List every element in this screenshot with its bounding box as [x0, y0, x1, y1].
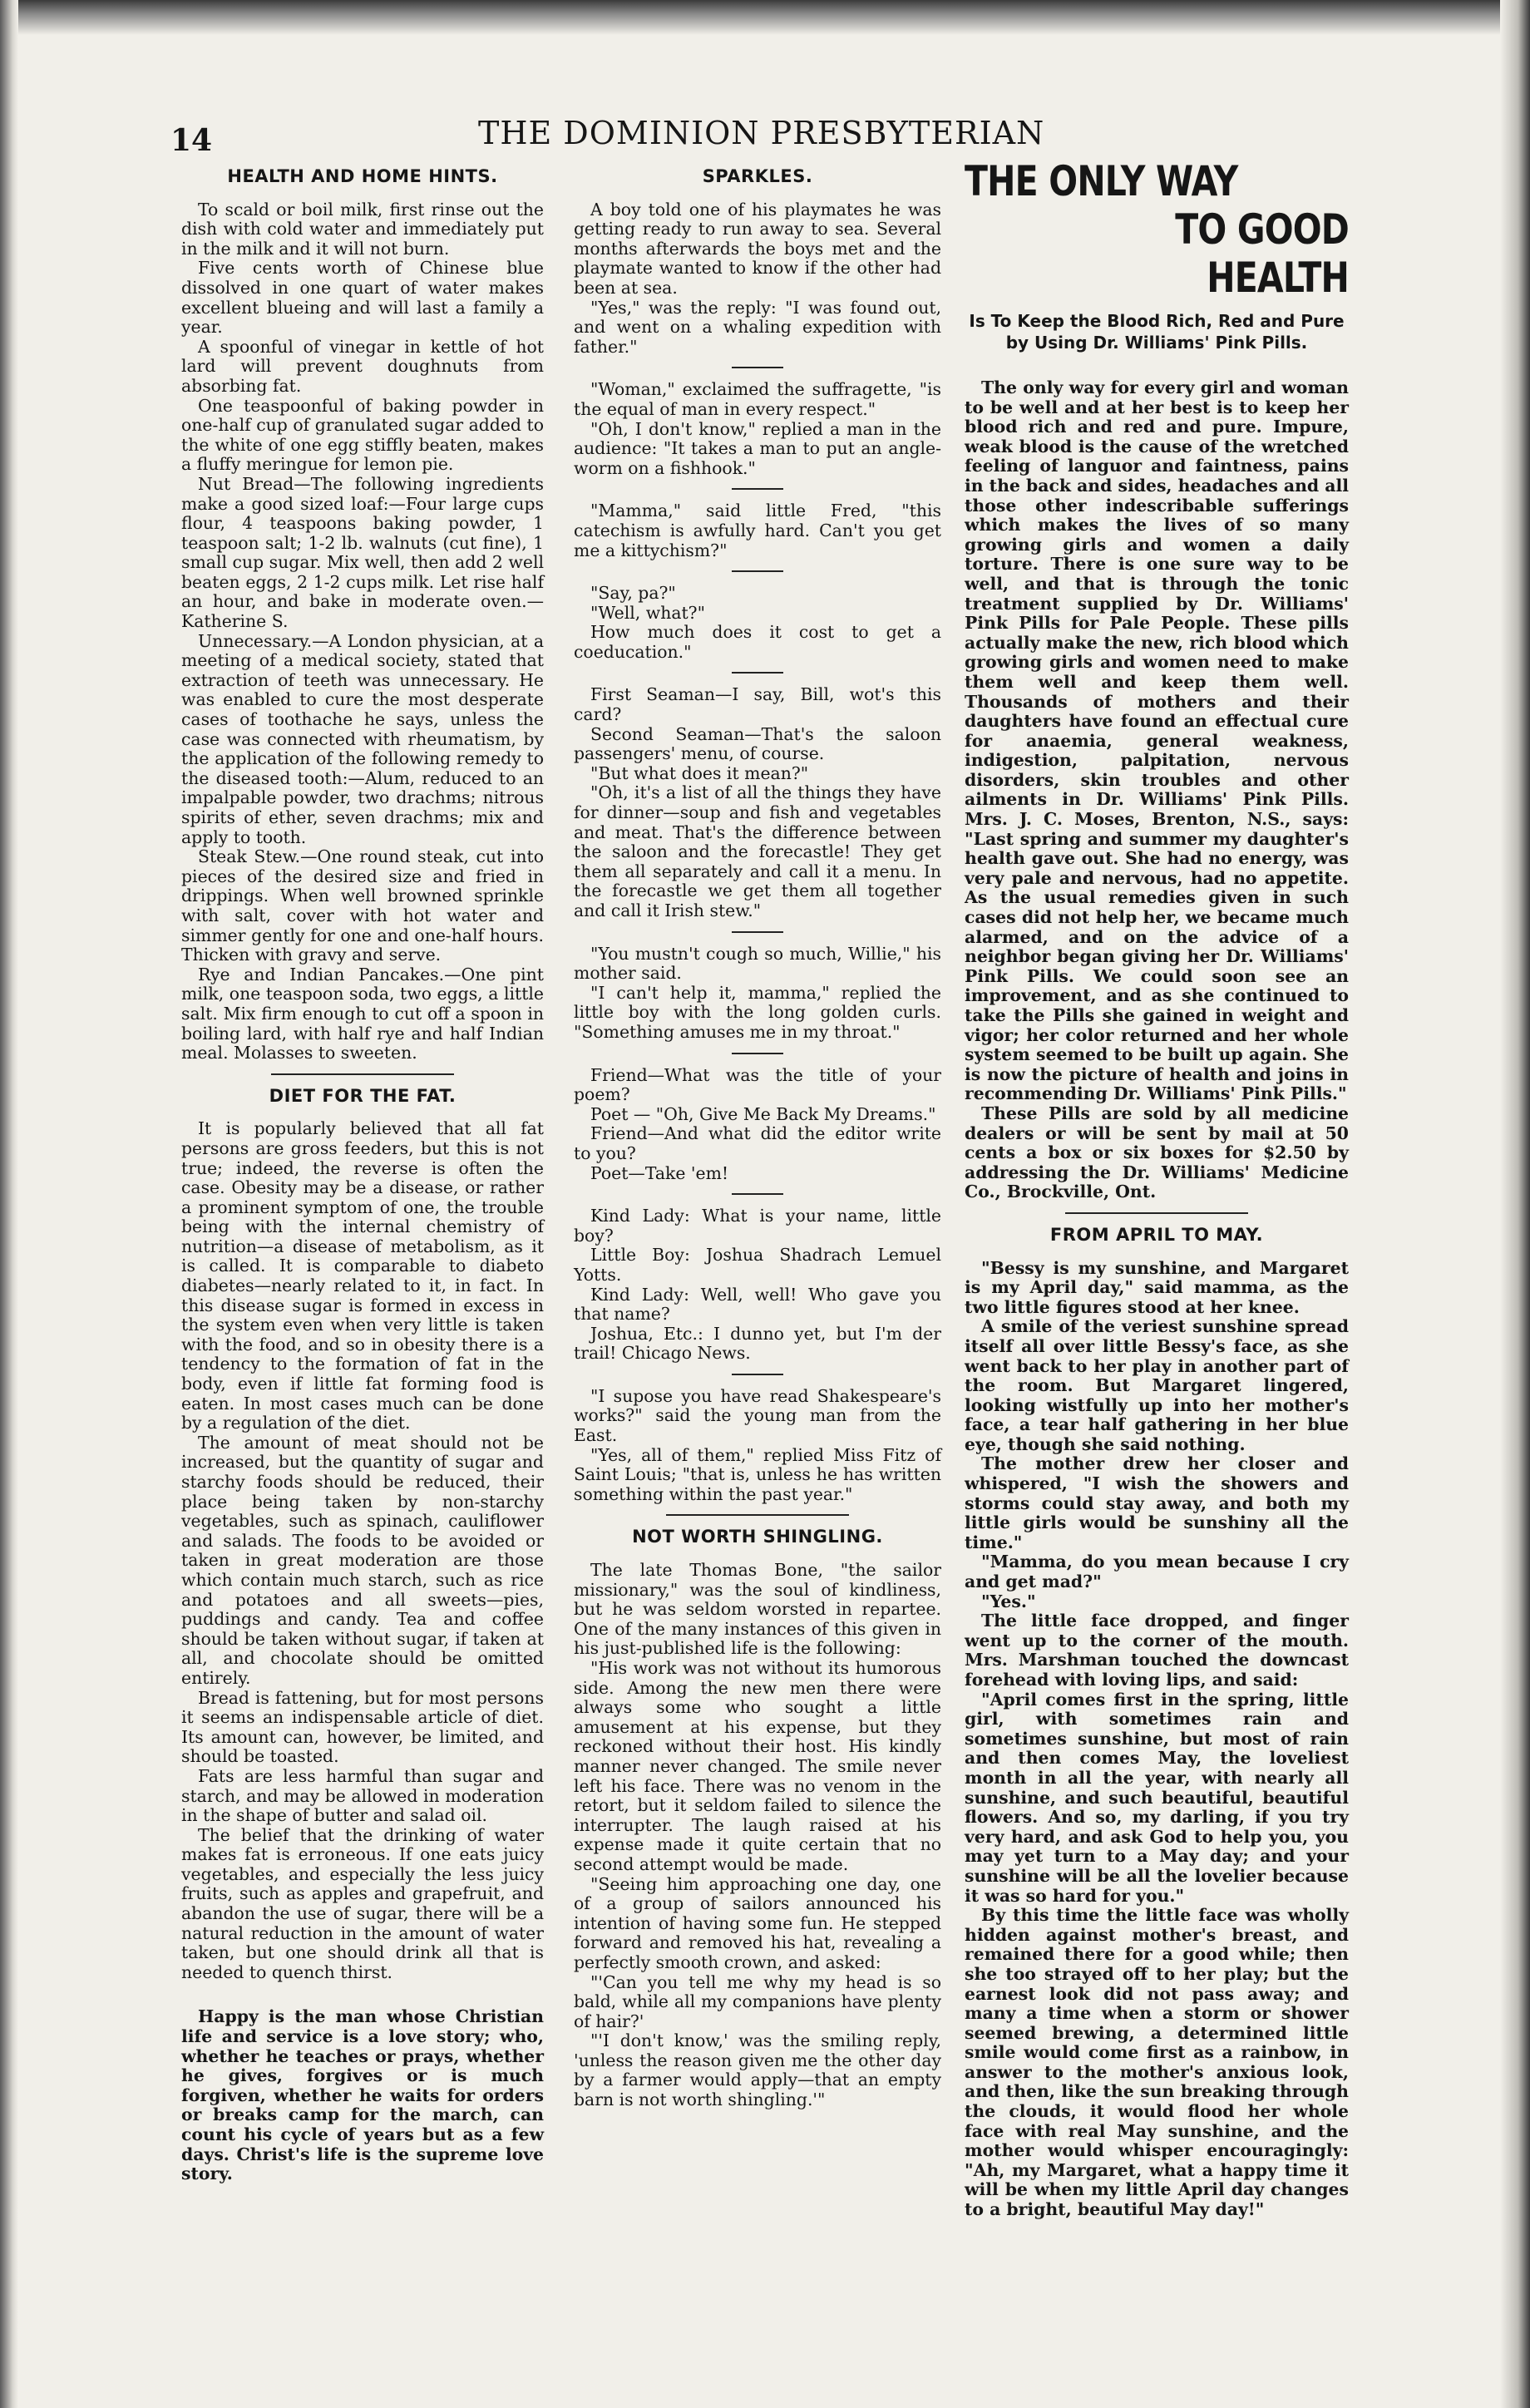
column-middle	[574, 162, 941, 2110]
joke-divider	[732, 672, 783, 674]
paragraph: Second Seaman—That's the saloon passengers' menu, of course.	[574, 723, 941, 764]
paragraph: "'Can you tell me why my head is so bald, while all my companions have plenty of hair?'	[574, 1971, 941, 2031]
joke-divider	[732, 367, 783, 368]
paragraph: A boy told one of his playmates he was getting ready to run away to sea. Several months afterwards the boys met and the playmate wanted to know if the other had been at sea.	[574, 199, 941, 298]
paragraph: A smile of the veriest sunshine spread itself all over little Bessy's face, as she went back to her play in another part of the room. But Margaret lingered, looking wistfully up into her mother's face, a tear half gathering in her blue eye, though she said nothing.	[965, 1316, 1349, 1454]
paragraph: Five cents worth of Chinese blue dissolved in one quart of water makes excellent blueing and will last a family a year.	[181, 258, 544, 338]
joke-divider	[732, 1374, 783, 1375]
spacer	[181, 1982, 544, 2007]
story-body	[965, 1259, 1349, 2220]
paragraph: Nut Bread—The following ingredients make a good sized loaf:—Four large cups flour, 4 teaspoons baking powder, 1 teaspoon salt; 1-2 lb. walnuts (cut fine), 1 small cup sugar. Mix well, then add 2 well beaten eggs, 2 1-2 cups milk. Let rise half an hour, and bake in moderate oven.—Katherine S.	[181, 473, 544, 632]
paragraph: The mother drew her closer and whispered, "I wish the showers and storms could stay away, and both my little girls would be sunshiny all the time."	[965, 1453, 1349, 1552]
paragraph: Kind Lady: What is your name, little boy?	[574, 1206, 941, 1246]
article-heading-april-may: FROM APRIL TO MAY.	[1049, 1224, 1264, 1245]
masthead: THE DOMINION PRESBYTERIAN	[478, 115, 1045, 151]
paragraph: Poet—Take 'em!	[590, 1162, 729, 1183]
paragraph: Steak Stew.—One round steak, cut into pieces of the desired size and fried in drippings. When well browned sprinkle with salt, cover with hot water and simmer gently for one and one-half hours. Thicken with gravy and serve.	[181, 846, 544, 965]
article-heading-sparkles: SPARKLES.	[702, 166, 813, 186]
paragraph: Little Boy: Joshua Shadrach Lemuel Yotts.	[574, 1245, 941, 1285]
paragraph: "Oh, it's a list of all the things they have for dinner—soup and fish and vegetables and meat. That's the difference between the saloon and the forecastle! They get them all separately and call it a menu. In the forecastle we get them all together and call it Irish stew."	[574, 782, 941, 920]
scan-border-top	[0, 0, 1530, 35]
paragraph: "Yes," was the reply: "I was found out, and went on a whaling expedition with father."	[574, 297, 941, 357]
paragraph: "Mamma," said little Fred, "this catechism is awfully hard. Can't you get me a kittychism?"	[574, 501, 941, 560]
scan-border-left	[0, 0, 18, 2408]
paragraph: "Well, what?"	[590, 602, 705, 623]
ad-headline-line2: TO GOOD HEALTH	[1175, 205, 1349, 302]
paragraph: "April comes first in the spring, little girl, with sometimes rain and sometimes sunshine, but most of rain and then comes May, the loveliest month in all the year, with nearly all sunshine, and such beautiful, beautiful flowers. And so, my darling, if you try very hard, and ask God to help you, you may yet turn to a May day; and your sunshine will be all the lovelier because it was so hard for you."	[965, 1689, 1349, 1906]
paragraph: To scald or boil milk, first rinse out the dish with cold water and immediately put in the milk and it will not burn.	[181, 199, 544, 259]
ad-subheadline: Is To Keep the Blood Rich, Red and Pure by Using Dr. Williams' Pink Pills.	[969, 311, 1345, 353]
closing-quote-block	[181, 2007, 544, 2183]
paragraph: Kind Lady: Well, well! Who gave you that name?	[574, 1284, 941, 1325]
section-divider	[666, 1514, 849, 1516]
paragraph: Bread is fattening, but for most persons it seems an indispensable article of diet. Its amount can, however, be limited, and should be toasted.	[181, 1687, 544, 1767]
paragraph: It is popularly believed that all fat persons are gross feeders, but this is not true; indeed, the reverse is often the case. Obesity may be a disease, or rather a prominent symptom of one, the trouble being with the internal chemistry of nutrition—a disease of metabolism, as it is called. It is comparable to diabeto diabetes—nearly related to it, in fact. In this disease sugar is formed in excess in the system even when very little is taken with the food, and so in obesity there is a tendency to the formation of fat in the body, even if little fat forming food is eaten. In most cases much can be done by a regulation of the diet.	[181, 1118, 544, 1433]
paragraph: "Oh, I don't know," replied a man in the audience: "It takes a man to put an angle-worm on a fishhook."	[574, 418, 941, 478]
paragraph: The late Thomas Bone, "the sailor missionary," was the soul of kindliness, but he was seldom worsted in repartee. One of the many instances of this given in his just-published life is the following:	[574, 1560, 941, 1659]
column-left	[181, 162, 544, 2184]
page-number: 14	[170, 123, 213, 158]
scan-border-right	[1500, 0, 1530, 2408]
paragraph: By this time the little face was wholly hidden against mother's breast, and remained there for a good while; then she too strayed off to her play; but the earnest look did not pass away; and many a time when a storm or shower seemed brewing, a determined little smile would come first as a rainbow, in answer to the mother's anxious look, and then, like the sun breaking through the clouds, it would flood her whole face with real May sunshine, and the mother would whisper encouragingly: "Ah, my Margaret, what a happy time it will be when my little April day changes to a bright, beautiful May day!"	[965, 1905, 1349, 2220]
paragraph: "'I don't know,' was the smiling reply, 'unless the reason given me the other day by a farmer would apply—that an empty barn is not worth shingling.'"	[574, 2031, 941, 2110]
paragraph: "Yes."	[981, 1591, 1036, 1611]
paragraph: One teaspoonful of baking powder in one-half cup of granulated sugar added to the white of one egg stiffly beaten, makes a fluffy meringue for lemon pie.	[181, 395, 544, 475]
paragraph: "You mustn't cough so much, Willie," his mother said.	[574, 943, 941, 984]
joke-divider	[732, 931, 783, 933]
ad-headline-line1: THE ONLY WAY	[965, 157, 1238, 205]
article-heading-shingling: NOT WORTH SHINGLING.	[632, 1527, 883, 1547]
paragraph: The belief that the drinking of water makes fat is erroneous. If one eats juicy vegetables, and especially the less juicy fruits, such as apples and grapefruit, and abandon the use of sugar, there will be a natural reduction in the amount of water taken, but one should drink all that is needed to quench thirst.	[181, 1824, 544, 1982]
paragraph: The amount of meat should not be increased, but the quantity of sugar and starchy foods should be reduced, their place being taken by non-starchy vegetables, such as spinach, cauliflower and salads. The foods to be avoided or taken in great moderation are those which contain much starch, such as rice and potatoes and all sweets—pies, puddings and candy. Tea and coffee should be taken without sugar, if taken at all, and chocolate should be omitted entirely.	[181, 1432, 544, 1688]
paragraph: "Seeing him approaching one day, one of a group of sailors announced his intention of having some fun. He stepped forward and removed his hat, revealing a perfectly smooth crown, and asked:	[574, 1873, 941, 1972]
paragraph: "Woman," exclaimed the suffragette, "is the equal of man in every respect."	[574, 379, 941, 419]
paragraph: "I supose you have read Shakespeare's works?" said the young man from the East.	[574, 1385, 941, 1446]
joke-divider	[732, 570, 783, 572]
paragraph: Friend—What was the title of your poem?	[574, 1064, 941, 1105]
column-right	[965, 157, 1349, 2220]
paragraph: Poet — "Oh, Give Me Back My Dreams."	[590, 1103, 936, 1124]
paragraph: "Say, pa?"	[590, 583, 676, 604]
paragraph: How much does it cost to get a coeducation."	[574, 622, 941, 662]
paragraph: Happy is the man whose Christian life and service is a love story; who, whether he teaches or prays, whether he gives, forgives or is much forgiven, whether he waits for orders or breaks camp for the march, can count his cycle of years but as a few days. Christ's life is the supreme love story.	[181, 2006, 544, 2184]
paragraph: A spoonful of vinegar in kettle of hot lard will prevent doughnuts from absorbing fat.	[181, 336, 544, 396]
article-heading-health-hints: HEALTH AND HOME HINTS.	[227, 166, 498, 186]
advertisement-body	[965, 378, 1349, 1202]
paragraph: The little face dropped, and finger went up to the corner of the mouth. Mrs. Marshman touched the downcast forehead with loving lips, and said:	[965, 1611, 1349, 1690]
paragraph: Rye and Indian Pancakes.—One pint milk, one teaspoon soda, two eggs, a little salt. Mix firm enough to cut off a spoon in boiling lard, with half rye and half Indian meal. Molasses to sweeten.	[181, 964, 544, 1063]
section-divider	[271, 1073, 454, 1075]
paragraph: "I can't help it, mamma," replied the little boy with the long golden curls. "Something amuses me in my throat."	[574, 982, 941, 1042]
section-divider	[1065, 1212, 1248, 1214]
paragraph: These Pills are sold by all medicine dealers or will be sent by mail at 50 cents a box or six boxes for $2.50 by addressing the Dr. Williams' Medicine Co., Brockville, Ont.	[965, 1103, 1349, 1202]
paragraph: "Mamma, do you mean because I cry and get mad?"	[965, 1552, 1349, 1592]
paragraph: "But what does it mean?"	[590, 762, 809, 783]
paragraph: Joshua, Etc.: I dunno yet, but I'm der trail! Chicago News.	[574, 1323, 941, 1364]
joke-divider	[732, 1053, 783, 1054]
paragraph: Friend—And what did the editor write to you?	[574, 1123, 941, 1163]
article-heading-diet: DIET FOR THE FAT.	[269, 1085, 457, 1106]
paragraph: Unnecessary.—A London physician, at a meeting of a medical society, stated that extraction of teeth was unnecessary. He was enabled to cure the most desperate cases of toothache he says, unless the case was connected with rheumatism, by the application of the following remedy to the diseased tooth:—Alum, reduced to an impalpable powder, two drachms; nitrous spirits of ether, seven drachms; mix and apply to tooth.	[181, 630, 544, 847]
paragraph: The only way for every girl and woman to be well and at her best is to keep her blood rich and red and pure. Impure, weak blood is the cause of the wretched feeling of languor and faintness, pains in the back and sides, headaches and all those other indescribable sufferings which makes the lives of so many growing girls and women a daily torture. There is one sure way to be well, and that is through the tonic treatment supplied by Dr. Williams' Pink Pills for Pale People. These pills actually make the new, rich blood which growing girls and women need to make them well and keep them well. Thousands of mothers and their daughters have found an effectual cure for anaemia, general weakness, indigestion, palpitation, nervous disorders, skin troubles and other ailments in Dr. Williams' Pink Pills. Mrs. J. C. Moses, Brenton, N.S., says: "Last spring and summer my daughter's health gave out. She had no energy, was very pale and nervous, had no appetite. As the usual remedies given in such cases did not help her, we became much alarmed, and on the advice of a neighbor began giving her Dr. Williams' Pink Pills. We could soon see an improvement, and as she continued to take the Pills she gained in weight and vigor; her color returned and her whole system seemed to be built up again. She is now the picture of health and joins in recommending Dr. Williams' Pink Pills."	[965, 377, 1349, 1104]
joke-divider	[732, 1193, 783, 1195]
paragraph: First Seaman—I say, Bill, wot's this card?	[574, 684, 941, 725]
paragraph: Fats are less harmful than sugar and starch, and may be allowed in moderation in the shape of butter and salad oil.	[181, 1765, 544, 1826]
paragraph: "Bessy is my sunshine, and Margaret is my April day," said mamma, as the two little figures stood at her knee.	[965, 1257, 1349, 1317]
paragraph: "His work was not without its humorous side. Among the new men there were always some who sought a little amusement at his expense, but they reckoned without their host. His kindly manner never changed. The smile never left his face. There was no venom in the retort, but it seldom failed to silence the interrupter. The laugh raised at his expense made it quite certain that no second attempt would be made.	[574, 1658, 941, 1874]
joke-divider	[732, 488, 783, 490]
paragraph: "Yes, all of them," replied Miss Fitz of Saint Louis; "that is, unless he has written something within the past year."	[574, 1444, 941, 1504]
